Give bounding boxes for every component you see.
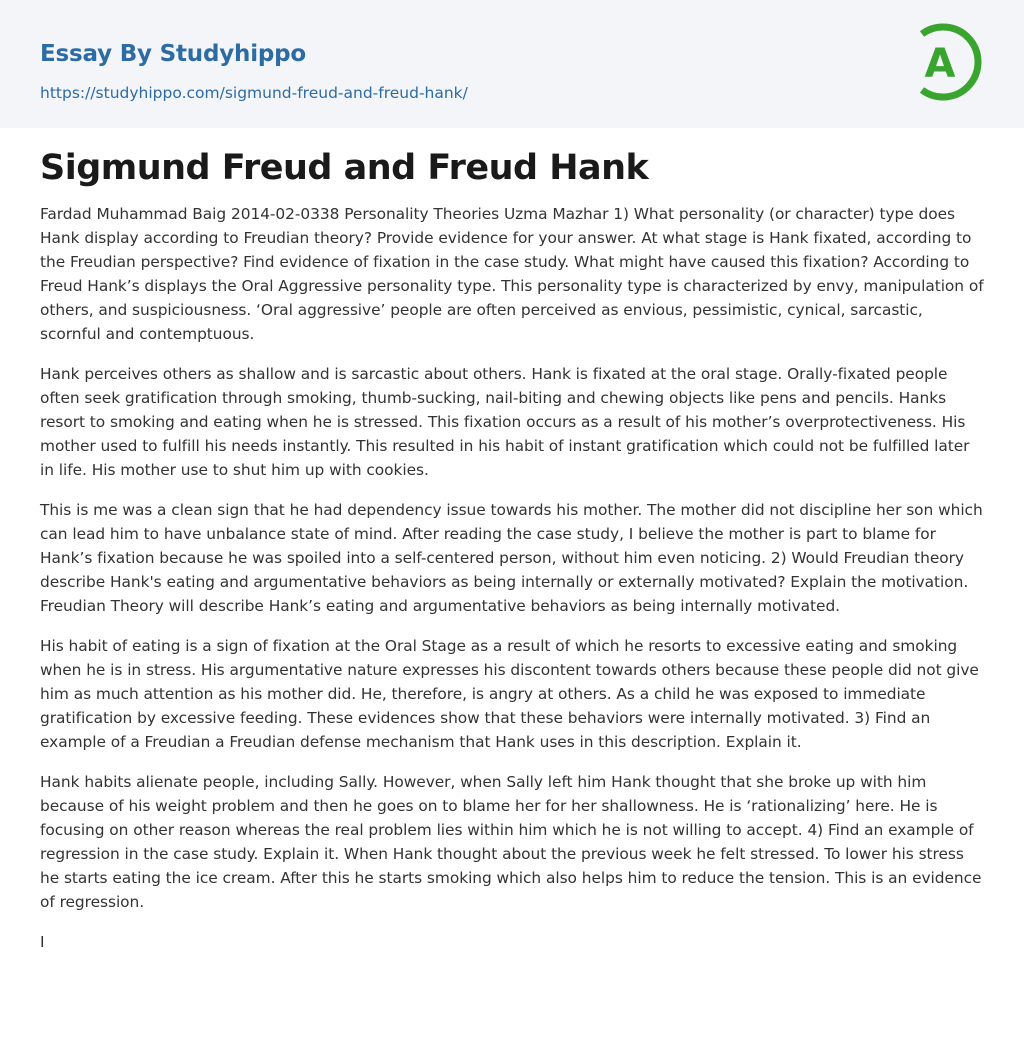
article-paragraph-6: I <box>40 933 45 951</box>
site-title[interactable]: Essay By Studyhippo <box>40 41 307 67</box>
article-paragraph-3: This is me was a clean sign that he had dependency issue towards his mother. The mother did not discipline her son which can lead him to have unbalance state of mind. After reading the case study, I believe the mother is part to blame for Hank’s fixation because he was spoiled into a self-centered person, without him even noticing. 2) Would Freudian theory describe Hank's eating and argumentative behaviors as being internally or externally motivated? Explain the motivation. Freudian Theory will describe Hank’s eating and argumentative behaviors as being internally motivated. <box>40 501 983 615</box>
article-paragraph-5: Hank habits alienate people, including Sally. However, when Sally left him Hank thought that she broke up with him because of his weight problem and then he goes on to blame her for her shallowness. He is ‘rationalizing’ here. He is focusing on other reason whereas the real problem lies within him which he is not willing to accept. 4) Find an example of regression in the case study. Explain it. When Hank thought about the previous week he felt stressed. To lower his stress he starts eating the ice cream. After this he starts smoking which also helps him to reduce the tension. This is an evidence of regression. <box>40 773 982 911</box>
site-header <box>0 0 1024 128</box>
article-paragraph-1: Fardad Muhammad Baig 2014-02-0338 Personality Theories Uzma Mazhar 1) What personality (or character) type does Hank display according to Freudian theory? Provide evidence for your answer. At what stage is Hank fixated, according to the Freudian perspective? Find evidence of fixation in the case study. What might have caused this fixation? According to Freud Hank’s displays the Oral Aggressive personality type. This personality type is characterized by envy, manipulation of others, and suspiciousness. ‘Oral aggressive’ people are often perceived as envious, pessimistic, cynical, sarcastic, scornful and contemptuous. <box>40 205 984 343</box>
article-title: Sigmund Freud and Freud Hank <box>40 148 649 188</box>
page-url-link[interactable]: https://studyhippo.com/sigmund-freud-and-freud-hank/ <box>40 84 468 102</box>
article <box>40 142 986 970</box>
studyhippo-logo-icon[interactable] <box>910 18 986 106</box>
logo-letter: A <box>924 41 956 87</box>
article-paragraph-4: His habit of eating is a sign of fixation at the Oral Stage as a result of which he resorts to excessive eating and smoking when he is in stress. His argumentative nature expresses his discontent towards others because these people did not give him as much attention as his mother did. He, therefore, is angry at others. As a child he was exposed to immediate gratification by excessive feeding. These evidences show that these behaviors were internally motivated. 3) Find an example of a Freudian a Freudian defense mechanism that Hank uses in this description. Explain it. <box>40 637 979 751</box>
article-paragraph-2: Hank perceives others as shallow and is sarcastic about others. Hank is fixated at the oral stage. Orally-fixated people often seek gratification through smoking, thumb-sucking, nail-biting and chewing objects like pens and pencils. Hanks resort to smoking and eating when he is stressed. This fixation occurs as a result of his mother’s overprotectiveness. His mother used to fulfill his needs instantly. This resulted in his habit of instant gratification which could not be fulfilled later in life. His mother use to shut him up with cookies. <box>40 365 970 479</box>
